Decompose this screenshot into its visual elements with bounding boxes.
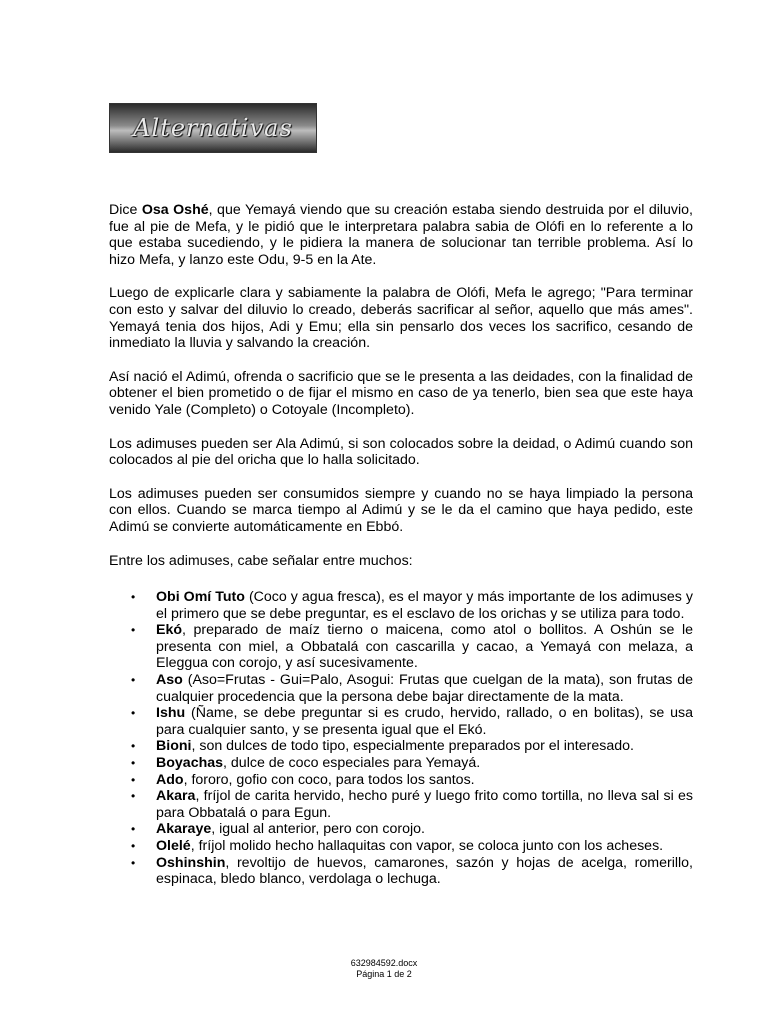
paragraph-text: , que Yemayá viendo que su creación estaba siendo destruida por el diluvio, fue al pie de Mefa, y le pidió que le interpretara palabra sabia de Olófi en lo referente a lo que estaba sucediendo, y le pidiera la manera de solucionar tan terrible problema. Así lo hizo Mefa, y lanzo este Odu, 9-5 en la Ate. — [109, 202, 693, 268]
item-text: , fororo, gofio con coco, para todos los santos. — [183, 771, 475, 788]
item-text: , igual al anterior, pero con corojo. — [211, 821, 425, 838]
item-name: Ishu — [156, 705, 186, 722]
footer-page-number: Página 1 de 2 — [356, 969, 412, 979]
item-name: Akara — [156, 788, 196, 805]
list-item — [109, 622, 693, 672]
bullet-icon: • — [131, 756, 136, 771]
item-name: Akaraye — [156, 821, 212, 838]
list-item — [109, 589, 693, 622]
paragraph-text: Dice — [109, 202, 142, 218]
item-text: , fríjol de carita hervido, hecho puré y luego frito como tortilla, no lleva sal si es para Obbatalá o para Egun. — [156, 788, 693, 821]
bullet-icon: • — [131, 839, 136, 853]
bullet-icon: • — [131, 789, 136, 804]
paragraph-5: Los adimuses pueden ser consumidos siempre y cuando no se haya limpiado la persona con ellos. Cuando se marca tiempo al Adimú y se le da el camino que haya pedido, este Adimú se convierte automáticamente en Ebbó. — [109, 485, 693, 535]
bullet-icon: • — [131, 673, 136, 688]
item-name: Oshinshin — [156, 854, 226, 871]
item-name: Olelé — [156, 838, 191, 854]
item-text: (Aso=Frutas - Gui=Palo, Asogui: Frutas que cuelgan de la mata), son frutas de cualquier procedencia que la persona debe bajar directamente de la mata. — [156, 672, 693, 705]
page-footer — [0, 958, 768, 980]
banner-title: Alternativas — [133, 114, 293, 142]
paragraph-4: Los adimuses pueden ser Ala Adimú, si son colocados sobre la deidad, o Adimú cuando son colocados al pie del oricha que lo halla solicitado. — [109, 435, 693, 469]
bullet-icon: • — [131, 822, 136, 837]
item-text: , son dulces de todo tipo, especialmente preparados por el interesado. — [191, 738, 634, 755]
list-item — [109, 755, 693, 772]
paragraph-1 — [109, 202, 693, 268]
list-item — [109, 772, 693, 789]
adimu-list — [109, 589, 693, 888]
item-name: Boyachas — [156, 755, 224, 772]
item-text: , revoltijo de huevos, camarones, sazón y hojas de acelga, romerillo, espinaca, bledo blanco, verdolaga o lechuga. — [156, 854, 693, 888]
item-name: Obi Omí Tuto — [156, 589, 245, 606]
paragraph-bold-term: Osa Oshé — [141, 202, 209, 218]
list-item — [109, 738, 693, 755]
item-text: , fríjol molido hecho hallaquitas con vapor, se coloca junto con los acheses. — [190, 838, 664, 854]
bullet-icon: • — [131, 739, 136, 754]
item-text: (Coco y agua fresca), es el mayor y más importante de los adimuses y el primero que se debe preguntar, es el esclavo de los orichas y se utiliza para todo. — [156, 589, 693, 622]
item-name: Aso — [156, 672, 183, 689]
item-name: Bioni — [156, 738, 192, 755]
footer-filename: 632984592.docx — [350, 958, 418, 968]
item-text: , dulce de coco especiales para Yemayá. — [223, 755, 481, 772]
bullet-icon: • — [131, 623, 136, 638]
list-item — [109, 672, 693, 705]
list-item — [109, 838, 693, 855]
item-text: (Ñame, se debe preguntar si es crudo, hervido, rallado, o en bolitas), se usa para cualquier santo, y se presenta igual que el Ekó. — [156, 705, 693, 738]
paragraph-3: Así nació el Adimú, ofrenda o sacrificio que se le presenta a las deidades, con la finalidad de obtener el bien prometido o de fijar el mismo en caso de ya tenerlo, bien sea que este haya venido Yale (Completo) o Cotoyale (Incompleto). — [109, 368, 693, 418]
bullet-icon: • — [131, 590, 136, 605]
list-item — [109, 705, 693, 738]
list-item — [109, 788, 693, 821]
list-item — [109, 855, 693, 888]
document-body — [109, 202, 693, 888]
alternativas-banner — [109, 103, 317, 153]
list-item — [109, 821, 693, 838]
bullet-icon: • — [131, 855, 136, 870]
paragraph-2: Luego de explicarle clara y sabiamente la palabra de Olófi, Mefa le agrego; "Para terminar con esto y salvar del diluvio lo creado, deberás sacrificar al señor, aquello que más ames". Yemayá tenia dos hijos, Adi y Emu; ella sin pensarlo dos veces los sacrifico, cesando de inmediato la lluvia y salvando la creación. — [109, 285, 693, 352]
bullet-icon: • — [131, 772, 136, 787]
item-text: , preparado de maíz tierno o maicena, como atol o bollitos. A Oshún se le presenta con miel, a Obbatalá con cascarilla y cacao, a Yemayá con melaza, a Eleggua con corojo, y así sucesivamente. — [156, 622, 693, 672]
paragraph-6: Entre los adimuses, cabe señalar entre muchos: — [109, 552, 413, 569]
bullet-icon: • — [131, 706, 136, 721]
item-name: Ado — [156, 771, 184, 788]
item-name: Ekó — [156, 622, 183, 639]
